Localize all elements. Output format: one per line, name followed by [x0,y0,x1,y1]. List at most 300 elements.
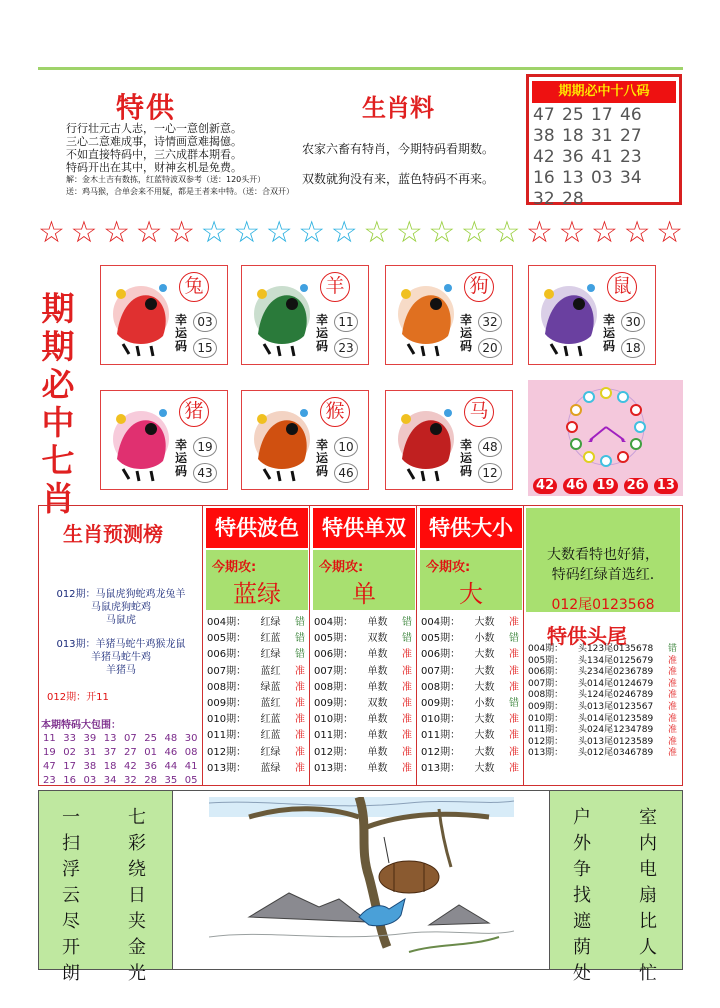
row-result: 错 [509,633,519,645]
poem-column [61,805,81,987]
shengxiao-line: 农家六畜有特肖，今期特码看期数。 [302,142,495,156]
row-value: 头234尾0236789 [577,667,654,678]
poem-char: 遮 [573,911,591,932]
tail-pick: 012尾0123568 [551,597,655,613]
pack-number: 23 [43,775,56,786]
poem-char: 七 [128,807,146,828]
period-label: 013期： [421,762,461,774]
lucky-number: 15 [193,338,217,358]
pack-number: 13 [103,733,117,744]
star-icon: ☆ [656,215,683,250]
bose-column [204,506,310,785]
table-row [418,761,524,777]
period-label: 005期： [207,633,247,645]
period-label: 010期： [528,713,564,724]
rank-column [39,506,203,785]
row-value: 大数 [474,681,495,693]
star-icon: ☆ [38,215,65,250]
poem-char: 内 [639,833,657,854]
poem-line: 三心二意难成事，诗情画意难揭億。 [66,135,242,148]
slogan-box [526,508,680,612]
pack-number: 25 [144,733,157,744]
clock-number: 46 [563,478,587,494]
period-label: 009期： [207,698,247,710]
row-result: 准 [295,714,305,726]
row-result: 错 [402,633,412,645]
row-value: 蓝红 [260,698,281,710]
goat-papercut-icon [248,274,316,358]
row-value: 头124尾0246789 [577,690,654,701]
row-result: 准 [402,649,412,661]
rank-line: 羊猪马蛇牛鸡 [91,652,151,663]
poem-char: 室 [639,807,657,828]
row-value: 头014尾0124679 [577,678,654,689]
row-value: 红绿 [260,617,281,628]
pack-number: 37 [103,747,117,758]
pack-number: 41 [184,761,198,772]
clock-icon [528,380,683,480]
row-result: 准 [667,667,677,678]
seven-zodiac-title: 期期必中七肖 [41,289,75,518]
table-row [311,615,417,631]
lucky-code-label: 幸运码 [460,313,473,353]
table-row [204,712,310,728]
eighteen-codes-title: 期期必中十八码 [532,81,676,103]
table-row [525,725,682,737]
table-row [525,667,682,679]
poem-char: 浮 [62,859,80,880]
zodiac-card [241,265,369,365]
pig-papercut-icon [107,399,175,483]
period-label: 005期： [421,633,461,645]
clock-number: 26 [624,478,648,494]
row-value: 单数 [367,649,388,661]
poem-char: 朗 [62,963,80,984]
clock-number: 19 [593,478,617,494]
table-row [418,696,524,712]
period-label: 007期： [421,665,461,677]
attack-label: 今期攻: [426,560,471,575]
pack-number: 16 [63,775,76,786]
row-value: 蓝绿 [260,762,281,774]
zodiac-card [385,265,513,365]
row-value: 单数 [367,665,388,677]
poem-char: 扫 [62,833,80,854]
bottom-panel [38,790,683,984]
period-label: 012期： [314,746,354,758]
zodiac-label: 猪 [179,397,209,427]
row-result: 准 [402,714,412,726]
bose-title: 特供波色 [206,508,308,548]
row-result: 准 [509,714,519,726]
table-row [311,728,417,744]
star-row [38,216,683,250]
row-value: 大数 [474,714,495,726]
rank-line: 马鼠虎 [106,615,136,626]
code-number: 36 [562,147,584,167]
row-result: 准 [509,746,519,758]
table-row [418,680,524,696]
poem-note: 解：金木土吉有数拣，红蓝特波双参考（送：120头开） [66,175,266,184]
poem-char: 日 [128,885,146,906]
row-result: 准 [295,698,305,710]
table-row [204,664,310,680]
dog-under-tree-illustration-icon [209,797,514,965]
row-result: 准 [667,678,677,689]
row-value: 绿蓝 [260,681,281,693]
lucky-code-label: 幸运码 [175,313,188,353]
rabbit-papercut-icon [107,274,175,358]
poem-char: 比 [639,911,657,932]
poem-char: 争 [573,859,591,880]
row-value: 小数 [474,633,495,645]
poem-char: 绕 [128,859,146,880]
lucky-number: 46 [334,463,358,483]
daxiao-attack [420,550,522,610]
pack-number: 28 [144,775,157,786]
row-result: 准 [509,649,519,661]
row-result: 准 [295,730,305,742]
code-number: 46 [620,105,642,125]
row-value: 小数 [474,698,495,710]
period-label: 009期： [528,701,564,712]
row-value: 头013尾0123589 [577,736,654,747]
zodiac-card [528,265,656,365]
lucky-number: 20 [478,338,502,358]
poem-char: 找 [573,885,591,906]
period-label: 008期： [314,681,354,693]
danshuang-rows [311,615,417,777]
danshuang-column [311,506,417,785]
star-icon: ☆ [103,215,130,250]
lucky-number: 03 [193,312,217,332]
table-row [418,647,524,663]
code-number: 16 [533,168,555,188]
row-value: 单数 [367,730,388,742]
pack-number: 34 [103,775,117,786]
row-value: 大数 [474,762,495,774]
pack-number: 08 [184,747,198,758]
zodiac-label: 猴 [320,397,350,427]
row-value: 红蓝 [260,633,281,645]
daxiao-rows [418,615,524,777]
prediction-table [38,505,683,786]
table-row [204,761,310,777]
pack-number: 47 [43,761,56,772]
poem-char: 彩 [128,833,146,854]
period-label: 013期： [314,762,354,774]
bose-rows [204,615,310,777]
pack-number: 36 [144,761,157,772]
danshuang-attack [313,550,415,610]
period-label: 004期： [528,644,564,654]
rank-line: 013期：羊猪马蛇牛鸡猴龙鼠 [56,639,186,650]
lucky-code-label: 幸运码 [175,438,188,478]
period-label: 012期： [207,746,247,758]
star-icon: ☆ [200,215,228,250]
rank-line: 羊猪马 [106,665,136,676]
rat-papercut-icon [535,274,603,358]
rank-title: 生肖预测榜 [63,522,163,546]
attack-pick: 大 [459,580,483,608]
row-value: 大数 [474,665,495,677]
pack-number: 03 [83,775,97,786]
table-row [418,664,524,680]
poem-char: 户 [573,807,591,828]
poem-line: 特码开出在其中，财神玄机是免费。 [66,161,242,174]
period-label: 005期： [528,655,564,666]
row-value: 单数 [367,746,388,758]
pack-number: 27 [124,747,137,758]
row-result: 准 [402,665,412,677]
attack-pick: 蓝绿 [233,580,281,608]
row-value: 红蓝 [260,714,281,726]
star-icon: ☆ [330,215,358,250]
row-value: 红绿 [260,746,281,758]
daxiao-column [418,506,524,785]
table-row [204,745,310,761]
period-label: 004期： [421,617,461,628]
row-result: 错 [509,698,519,710]
row-result: 错 [295,649,305,661]
period-label: 011期： [314,730,354,742]
row-value: 头014尾0123589 [577,713,654,724]
period-label: 007期： [207,665,247,677]
pack-number: 42 [124,761,137,772]
pack-number: 17 [63,761,76,772]
period-label: 007期： [528,678,564,689]
table-row [418,631,524,647]
table-row [311,647,417,663]
table-row [311,680,417,696]
lucky-code-label: 幸运码 [603,313,616,353]
period-label: 010期： [207,714,247,726]
code-number: 31 [591,126,613,146]
period-label: 011期： [207,730,247,742]
eighteen-codes-list [529,105,679,210]
top-divider [38,67,683,70]
table-row [311,712,417,728]
row-result: 准 [402,746,412,758]
row-value: 单数 [367,681,388,693]
row-result: 错 [402,617,412,628]
row-result: 准 [295,762,305,774]
code-number: 41 [591,147,613,167]
table-row [204,728,310,744]
star-icon: ☆ [70,215,98,250]
row-value: 红绿 [260,649,281,661]
slogan-line: 特码红绿首选红. [551,567,655,583]
period-label: 012期： [421,746,461,758]
star-icon: ☆ [623,215,651,250]
poem-char: 扇 [639,885,657,906]
poem-char: 光 [128,963,146,984]
poem-char: 金 [128,937,146,958]
star-icon: ☆ [493,215,521,250]
row-result: 准 [667,736,677,747]
row-value: 双数 [367,698,388,710]
period-label: 006期： [528,667,564,678]
row-value: 单数 [367,617,388,628]
danshuang-title: 特供单双 [313,508,415,548]
code-number: 28 [562,189,584,209]
row-result: 错 [295,633,305,645]
period-label: 009期： [421,698,461,710]
period-label: 006期： [207,649,247,661]
pack-title: 本期特码大包围： [41,720,121,731]
zodiac-label: 鼠 [607,272,637,302]
row-result: 错 [667,644,677,654]
left-poem-panel [39,791,173,984]
period-label: 013期： [207,762,247,774]
period-label: 013期： [528,748,564,759]
table-row [204,680,310,696]
zodiac-card [100,390,228,490]
row-result: 准 [402,681,412,693]
poem-char: 外 [573,833,591,854]
period-label: 010期： [314,714,354,726]
period-label: 008期： [528,690,564,701]
period-label: 011期： [421,730,461,742]
code-number: 03 [591,168,613,188]
pack-number: 48 [164,733,178,744]
table-row [525,679,682,691]
row-value: 蓝红 [260,665,281,677]
period-label: 006期： [421,649,461,661]
pack-number: 11 [43,733,56,744]
row-result: 准 [402,698,412,710]
row-result: 准 [667,713,677,724]
row-value: 头024尾1234789 [577,725,654,736]
row-value: 大数 [474,649,495,661]
period-label: 010期： [421,714,461,726]
code-number: 18 [562,126,584,146]
period-label: 009期： [314,698,354,710]
poem-char: 人 [639,937,657,958]
row-result: 准 [402,730,412,742]
clock-number-row [528,478,683,494]
table-row [525,714,682,726]
pack-number: 07 [124,733,137,744]
lucky-number: 19 [193,437,217,457]
table-row [525,748,682,760]
pack-number: 30 [184,733,198,744]
row-result: 准 [667,690,677,701]
table-row [204,647,310,663]
table-row [311,745,417,761]
star-icon: ☆ [168,215,196,250]
zodiac-label: 兔 [179,272,209,302]
rank-open: 012期：开11 [47,692,109,703]
zodiac-card [385,390,513,490]
row-value: 头134尾0125679 [577,655,654,666]
period-label: 011期： [528,725,564,736]
slogan-line: 大数看特也好猜， [547,547,659,563]
lucky-code-label: 幸运码 [460,438,473,478]
pack-number: 05 [184,775,198,786]
rank-line: 012期：马鼠虎狗蛇鸡龙兔羊 [56,589,186,600]
rank-013 [41,638,201,677]
poem-char: 处 [573,963,591,984]
clock-number: 42 [533,478,557,494]
table-row [418,712,524,728]
period-label: 004期： [314,617,354,628]
toutail-column [525,506,682,785]
period-label: 008期： [207,681,247,693]
poem-line: 不如直接特码中，三六成群本期看。 [66,148,242,161]
row-result: 准 [509,665,519,677]
table-row [525,656,682,668]
table-row [204,631,310,647]
attack-pick: 单 [352,580,376,608]
row-value: 头123尾0135678 [577,644,654,654]
pack-number: 38 [83,761,97,772]
row-value: 大数 [474,746,495,758]
horse-papercut-icon [392,399,460,483]
pack-number: 18 [103,761,117,772]
period-label: 008期： [421,681,461,693]
zodiac-card [100,265,228,365]
row-result: 准 [402,762,412,774]
code-number: 42 [533,147,555,167]
tegong-title: 特供 [116,91,177,124]
code-number: 34 [620,168,642,188]
pack-number: 39 [83,733,97,744]
period-label: 005期： [314,633,354,645]
zodiac-label: 羊 [320,272,350,302]
right-poem-panel [549,791,682,984]
pack-number: 19 [43,747,56,758]
poem-note: 送：鸡马猴，合单会来不用疑，都是王者来中特。（送：合双开） [66,187,294,196]
attack-label: 今期攻: [212,560,257,575]
table-row [525,702,682,714]
rank-012 [41,588,201,627]
poem-column [572,805,592,987]
attack-label: 今期攻: [319,560,364,575]
pack-number: 32 [124,775,137,786]
star-icon: ☆ [395,215,423,250]
star-icon: ☆ [460,215,488,250]
dog-papercut-icon [392,274,460,358]
row-value: 单数 [367,762,388,774]
code-number: 17 [591,105,613,125]
pack-number: 31 [83,747,97,758]
bose-attack [206,550,308,610]
table-row [311,696,417,712]
lucky-number: 11 [334,312,358,332]
poem-char: 尽 [62,911,80,932]
lucky-number: 48 [478,437,502,457]
row-result: 准 [295,746,305,758]
zodiac-card [241,390,369,490]
row-result: 准 [667,748,677,759]
row-value: 大数 [474,730,495,742]
star-icon: ☆ [233,215,261,250]
table-row [418,745,524,761]
row-value: 头013尾0123567 [577,701,654,712]
toutail-rows [525,644,682,760]
row-value: 大数 [474,617,495,628]
pack-number: 44 [164,761,178,772]
rank-line: 马鼠虎狗蛇鸡 [91,602,151,613]
table-row [204,615,310,631]
poem-char: 电 [639,859,657,880]
zodiac-label: 马 [464,397,494,427]
poem-char: 夹 [128,911,146,932]
row-result: 准 [295,681,305,693]
poem-line: 行行壮元古人志，一心一意创新意。 [66,122,242,135]
table-row [525,690,682,702]
